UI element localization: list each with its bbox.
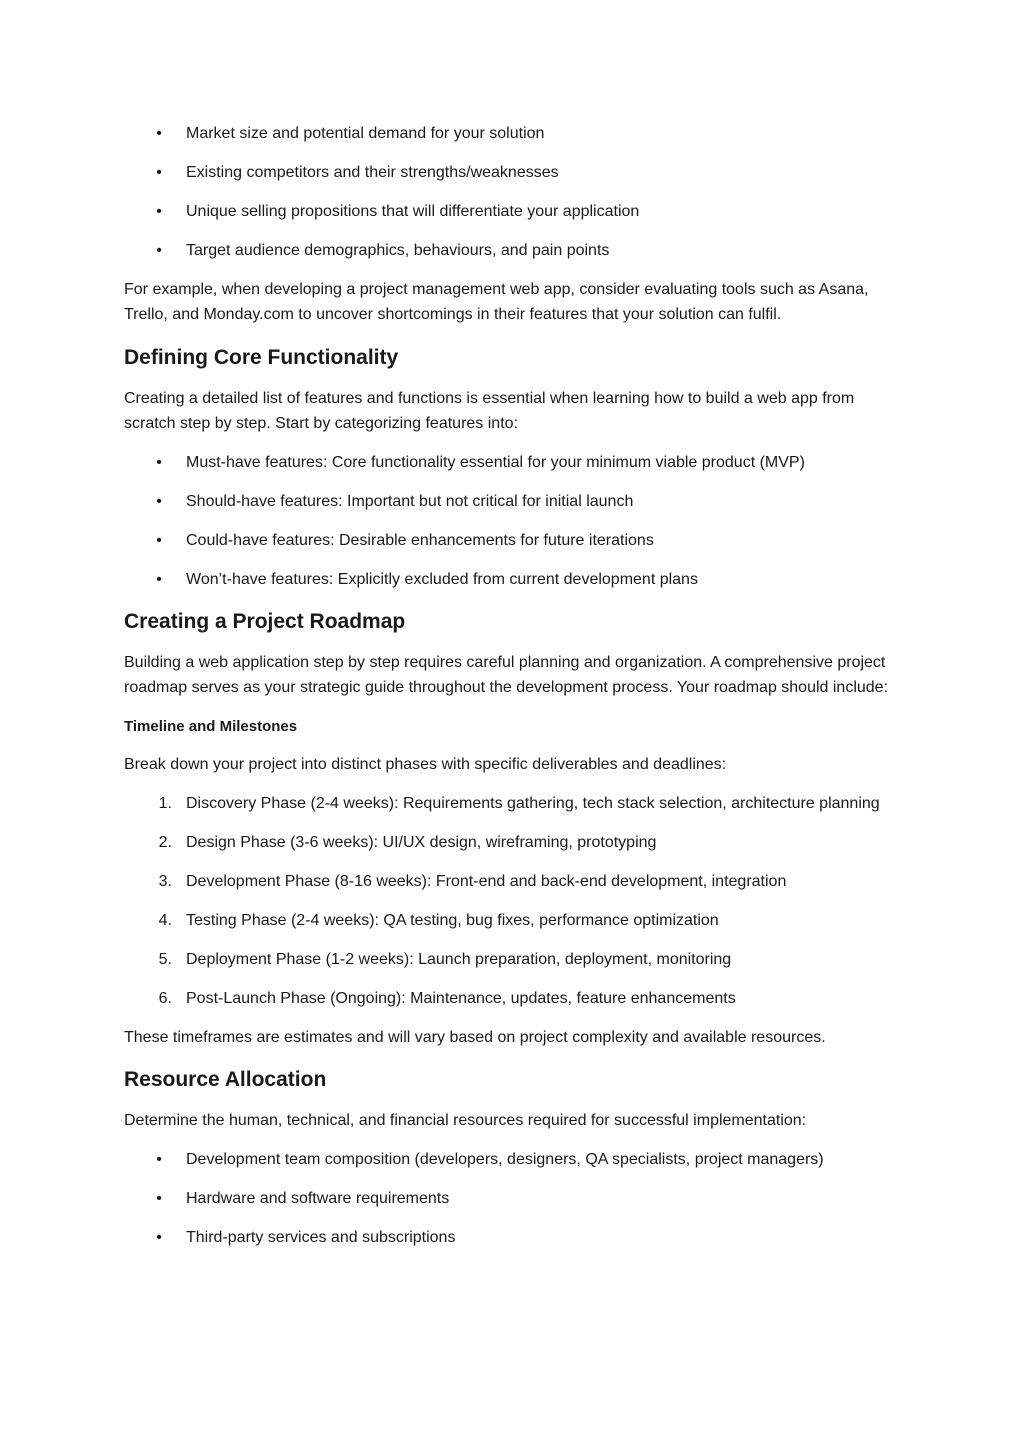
list-item (124, 160, 904, 185)
resources-list (124, 1147, 904, 1250)
list-item (124, 1225, 904, 1250)
roadmap-paragraph: Building a web application step by step requires careful planning and organization. A comprehensive project roadmap serves as your strategic guide throughout the development process. Your roadmap should include: (124, 654, 889, 696)
list-item (124, 908, 904, 933)
subheading-timeline: Timeline and Milestones (124, 718, 298, 735)
list-item-text: Market size and potential demand for your solution (186, 125, 545, 142)
list-item-text: Deployment Phase (1-2 weeks): Launch preparation, deployment, monitoring (186, 951, 732, 968)
list-number: 5. (158, 951, 172, 968)
core-paragraph: Creating a detailed list of features and functions is essential when learning how to build a web app from scratch step by step. Start by categorizing features into: (124, 390, 855, 432)
phases-list (124, 791, 904, 1011)
list-item-text: Development team composition (developers, designers, QA specialists, project managers) (186, 1151, 824, 1168)
timeline-paragraph: Break down your project into distinct phases with specific deliverables and deadlines: (124, 756, 727, 773)
list-item-text: Won’t-have features: Explicitly excluded from current development plans (186, 571, 698, 588)
list-item (124, 986, 904, 1011)
list-item (124, 567, 904, 592)
list-item (124, 869, 904, 894)
feature-priority-list (124, 450, 904, 592)
list-item-text: Could-have features: Desirable enhancements for future iterations (186, 532, 654, 549)
list-item-text: Testing Phase (2-4 weeks): QA testing, bug fixes, performance optimization (186, 912, 719, 929)
list-item-text: Should-have features: Important but not critical for initial launch (186, 493, 634, 510)
list-number: 2. (158, 834, 172, 851)
list-item (124, 121, 904, 146)
bullet-marker: • (156, 164, 162, 181)
list-item-text: Unique selling propositions that will differentiate your application (186, 203, 640, 220)
document-page (124, 121, 904, 1250)
list-item (124, 528, 904, 553)
bullet-marker: • (156, 1229, 162, 1246)
list-number: 4. (158, 912, 172, 929)
heading-resource-allocation: Resource Allocation (124, 1068, 327, 1091)
list-item-text: Hardware and software requirements (186, 1190, 450, 1207)
list-item-text: Discovery Phase (2-4 weeks): Requirements gathering, tech stack selection, architecture planning (186, 795, 880, 812)
research-factors-list (124, 121, 904, 263)
list-item (124, 1186, 904, 1211)
list-item-text: Existing competitors and their strengths/weaknesses (186, 164, 559, 181)
bullet-marker: • (156, 1190, 162, 1207)
list-item (124, 238, 904, 263)
bullet-marker: • (156, 203, 162, 220)
list-item (124, 450, 904, 475)
list-item-text: Third-party services and subscriptions (186, 1229, 456, 1246)
list-number: 3. (158, 873, 172, 890)
heading-project-roadmap: Creating a Project Roadmap (124, 610, 406, 633)
list-number: 1. (158, 795, 172, 812)
heading-core-functionality: Defining Core Functionality (124, 346, 399, 369)
list-item (124, 830, 904, 855)
list-item (124, 1147, 904, 1172)
list-item (124, 489, 904, 514)
bullet-marker: • (156, 532, 162, 549)
bullet-marker: • (156, 571, 162, 588)
list-number: 6. (158, 990, 172, 1007)
bullet-marker: • (156, 242, 162, 259)
list-item-text: Target audience demographics, behaviours, and pain points (186, 242, 610, 259)
list-item (124, 947, 904, 972)
list-item-text: Must-have features: Core functionality essential for your minimum viable product (MVP) (186, 454, 805, 471)
bullet-marker: • (156, 125, 162, 142)
list-item-text: Post-Launch Phase (Ongoing): Maintenance, updates, feature enhancements (186, 990, 736, 1007)
timeframes-paragraph: These timeframes are estimates and will vary based on project complexity and available resources. (124, 1029, 826, 1046)
bullet-marker: • (156, 493, 162, 510)
bullet-marker: • (156, 454, 162, 471)
example-paragraph: For example, when developing a project management web app, consider evaluating tools such as Asana, Trello, and Monday.com to uncover shortcomings in their features that your solution can fulfil. (124, 281, 869, 323)
resource-paragraph: Determine the human, technical, and financial resources required for successful implementation: (124, 1112, 807, 1129)
list-item-text: Design Phase (3-6 weeks): UI/UX design, wireframing, prototyping (186, 834, 657, 851)
bullet-marker: • (156, 1151, 162, 1168)
list-item (124, 199, 904, 224)
list-item (124, 791, 904, 816)
list-item-text: Development Phase (8-16 weeks): Front-end and back-end development, integration (186, 873, 787, 890)
